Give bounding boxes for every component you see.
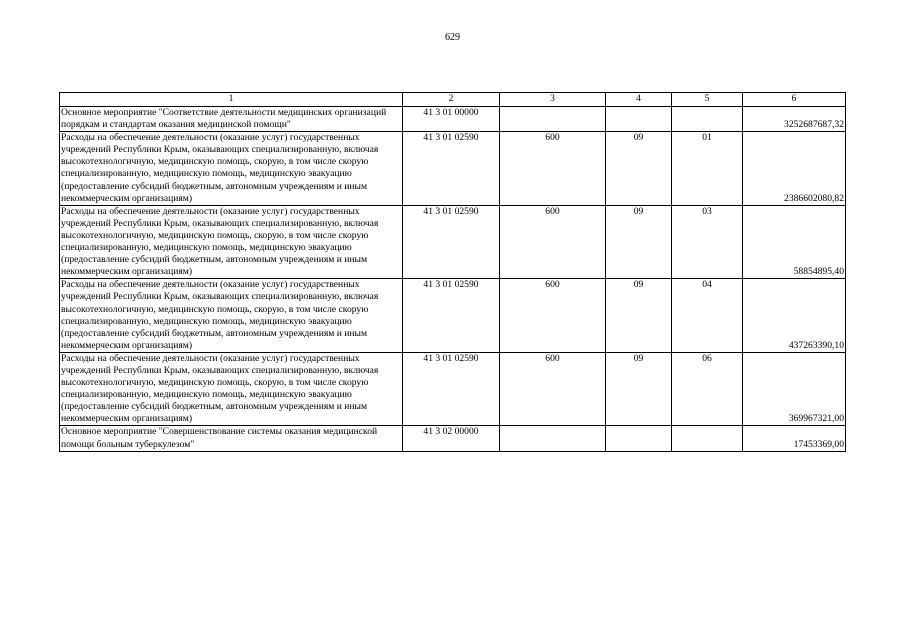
row-amount: 58854895,40 <box>743 205 846 279</box>
row-section <box>606 107 672 132</box>
row-section: 09 <box>606 352 672 426</box>
table-row <box>60 279 846 353</box>
row-target-code: 41 3 01 02590 <box>403 279 500 353</box>
row-subsection <box>672 426 743 451</box>
row-section: 09 <box>606 132 672 206</box>
row-name: Расходы на обеспечение деятельности (оказание услуг) государственных учреждений Республики Крым, оказывающих специализированную, включая высокотехнологичную, медицинскую помощь, скорую, в том числе скорую специализированную, медицинскую помощь, медицинскую эвакуацию (предоставление субсидий бюджетным, автономным учреждениям и иным некоммерческим организациям) <box>60 205 403 279</box>
row-target-code: 41 3 01 02590 <box>403 132 500 206</box>
row-subsection: 04 <box>672 279 743 353</box>
row-expense-type: 600 <box>500 132 606 206</box>
row-name: Основное мероприятие "Соответствие деятельности медицинских организаций порядкам и стандартам оказания медицинской помощи" <box>60 107 403 132</box>
row-section: 09 <box>606 205 672 279</box>
table-row <box>60 352 846 426</box>
page-number: 629 <box>445 32 460 43</box>
row-target-code: 41 3 02 00000 <box>403 426 500 451</box>
row-target-code: 41 3 01 02590 <box>403 352 500 426</box>
row-section <box>606 426 672 451</box>
row-amount: 3252687687,32 <box>743 107 846 132</box>
row-expense-type <box>500 107 606 132</box>
row-amount: 17453369,00 <box>743 426 846 451</box>
row-amount: 437263390,10 <box>743 279 846 353</box>
header-col-5: 5 <box>672 93 743 107</box>
row-amount: 369967321,00 <box>743 352 846 426</box>
table-row <box>60 107 846 132</box>
row-name: Расходы на обеспечение деятельности (оказание услуг) государственных учреждений Республики Крым, оказывающих специализированную, включая высокотехнологичную, медицинскую помощь, скорую, в том числе скорую специализированную, медицинскую помощь, медицинскую эвакуацию (предоставление субсидий бюджетным, автономным учреждениям и иным некоммерческим организациям) <box>60 132 403 206</box>
row-subsection <box>672 107 743 132</box>
table-row <box>60 426 846 451</box>
row-target-code: 41 3 01 00000 <box>403 107 500 132</box>
table-row <box>60 205 846 279</box>
row-subsection: 01 <box>672 132 743 206</box>
row-expense-type: 600 <box>500 279 606 353</box>
table-row <box>60 132 846 206</box>
row-amount: 2386602080,82 <box>743 132 846 206</box>
header-col-6: 6 <box>743 93 846 107</box>
header-col-4: 4 <box>606 93 672 107</box>
header-row <box>60 93 846 107</box>
header-col-1: 1 <box>60 93 403 107</box>
row-target-code: 41 3 01 02590 <box>403 205 500 279</box>
header-col-3: 3 <box>500 93 606 107</box>
budget-table <box>59 92 846 452</box>
row-name: Расходы на обеспечение деятельности (оказание услуг) государственных учреждений Республики Крым, оказывающих специализированную, включая высокотехнологичную, медицинскую помощь, скорую, в том числе скорую специализированную, медицинскую помощь, медицинскую эвакуацию (предоставление субсидий бюджетным, автономным учреждениям и иным некоммерческим организациям) <box>60 279 403 353</box>
header-col-2: 2 <box>403 93 500 107</box>
row-expense-type: 600 <box>500 205 606 279</box>
row-expense-type: 600 <box>500 352 606 426</box>
row-name: Основное мероприятие "Совершенствование системы оказания медицинской помощи больным туберкулезом" <box>60 426 403 451</box>
row-name: Расходы на обеспечение деятельности (оказание услуг) государственных учреждений Республики Крым, оказывающих специализированную, включая высокотехнологичную, медицинскую помощь, скорую, в том числе скорую специализированную, медицинскую помощь, медицинскую эвакуацию (предоставление субсидий бюджетным, автономным учреждениям и иным некоммерческим организациям) <box>60 352 403 426</box>
row-expense-type <box>500 426 606 451</box>
row-section: 09 <box>606 279 672 353</box>
row-subsection: 03 <box>672 205 743 279</box>
row-subsection: 06 <box>672 352 743 426</box>
